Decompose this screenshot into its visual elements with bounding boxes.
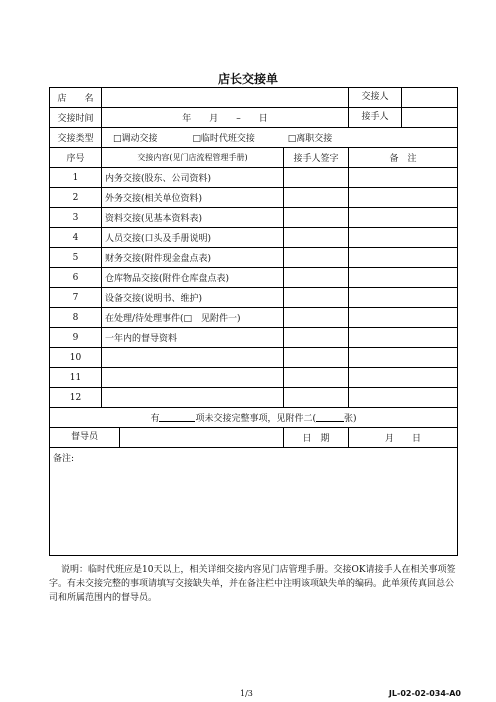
table-row (50, 288, 458, 308)
col-remark: 备 注 (349, 148, 458, 168)
row-remark-field[interactable] (349, 168, 458, 188)
handover-person-label: 交接人 (349, 88, 402, 107)
row-number: 12 (50, 388, 102, 408)
row-remark-field[interactable] (349, 208, 458, 228)
table-row (50, 188, 458, 208)
row-content: 内务交接(股东、公司资料) (102, 168, 284, 188)
supervisor-label: 督导员 (70, 432, 98, 442)
table-row (50, 348, 458, 368)
row-number: 10 (50, 348, 102, 368)
row-content: 外务交接(相关单位资料) (102, 188, 284, 208)
row-remark-field[interactable] (349, 288, 458, 308)
type-option-temporary[interactable]: □临时代班交接 (192, 134, 255, 144)
row-number: 3 (50, 208, 102, 228)
table-row (50, 208, 458, 228)
summary-middle: 项未交接完整事项，见附件二( (195, 414, 316, 424)
summary-row (50, 408, 458, 428)
table-row (50, 308, 458, 328)
handover-person-cell (349, 88, 458, 108)
row-number: 4 (50, 228, 102, 248)
store-label: 店 名 (50, 88, 102, 108)
row-signature-field[interactable] (284, 328, 349, 348)
row-remark-field[interactable] (349, 368, 458, 388)
table-row (50, 268, 458, 288)
table-row (50, 228, 458, 248)
remarks-field[interactable] (50, 448, 458, 556)
row-signature-field[interactable] (284, 388, 349, 408)
row-number: 1 (50, 168, 102, 188)
row-number: 2 (50, 188, 102, 208)
row-remark-field[interactable] (349, 268, 458, 288)
type-options (102, 128, 458, 148)
row-content: 一年内的督导资料 (102, 328, 284, 348)
row-signature-field[interactable] (284, 268, 349, 288)
row-content (102, 348, 284, 368)
date-label: 日 期 (284, 428, 349, 448)
item-rows (50, 168, 458, 408)
supervisor-row (50, 428, 458, 448)
type-option-transfer[interactable]: □调动交接 (113, 134, 158, 144)
row-signature-field[interactable] (284, 188, 349, 208)
row-content: 在处理/待处理事件(□ 见附件一) (102, 308, 284, 328)
date-field[interactable]: 月 日 (349, 428, 458, 448)
time-row (50, 108, 458, 128)
row-number: 11 (50, 368, 102, 388)
receiver-field[interactable] (402, 108, 457, 127)
row-signature-field[interactable] (284, 288, 349, 308)
col-no: 序号 (50, 148, 102, 168)
type-option-resign[interactable]: □离职交接 (287, 134, 333, 144)
supervisor-field[interactable] (119, 428, 283, 447)
row-remark-field[interactable] (349, 348, 458, 368)
summary-prefix: 有 (150, 414, 160, 424)
col-signature: 接手人签字 (284, 148, 349, 168)
table-row (50, 248, 458, 268)
missing-count-blank[interactable] (159, 413, 195, 422)
table-row (50, 368, 458, 388)
form-title: 店长交接单 (217, 72, 278, 86)
supervisor-cell (50, 428, 284, 448)
summary-suffix: 张) (344, 414, 357, 424)
row-number: 8 (50, 308, 102, 328)
col-content: 交接内容(见门店流程管理手册) (102, 148, 284, 168)
row-signature-field[interactable] (284, 348, 349, 368)
row-signature-field[interactable] (284, 228, 349, 248)
row-content: 人员交接(口头及手册说明) (102, 228, 284, 248)
row-content: 财务交接(附件现金盘点表) (102, 248, 284, 268)
row-remark-field[interactable] (349, 228, 458, 248)
row-signature-field[interactable] (284, 248, 349, 268)
row-content: 仓库物品交接(附件仓库盘点表) (102, 268, 284, 288)
row-remark-field[interactable] (349, 388, 458, 408)
row-remark-field[interactable] (349, 328, 458, 348)
handover-form-table (49, 87, 458, 556)
column-header-row (50, 148, 458, 168)
remarks-label: 备注: (53, 454, 75, 464)
row-signature-field[interactable] (284, 308, 349, 328)
type-row (50, 128, 458, 148)
row-content (102, 388, 284, 408)
store-row (50, 88, 458, 108)
table-row (50, 168, 458, 188)
instruction-note: 说明：临时代班应是10天以上，相关详细交接内容见门店管理手册。交接OK请接手人在相关事项签字。有未交接完整的事项请填写交接缺失单，并在备注栏中注明该项缺失单的编码。此单须传真回总公司和所属范围内的督导员。 (49, 565, 456, 603)
time-field[interactable]: 年 月 – 日 (102, 108, 349, 128)
row-number: 6 (50, 268, 102, 288)
document-code: JL-02-02-034-A0 (388, 689, 461, 698)
store-field[interactable] (102, 88, 349, 108)
row-content (102, 368, 284, 388)
row-signature-field[interactable] (284, 368, 349, 388)
row-remark-field[interactable] (349, 308, 458, 328)
row-content: 资料交接(见基本资料表) (102, 208, 284, 228)
receiver-label: 接手人 (349, 108, 402, 127)
summary-cell (50, 408, 458, 428)
time-label: 交接时间 (50, 108, 102, 128)
attachment-count-blank[interactable] (316, 413, 344, 422)
table-row (50, 388, 458, 408)
row-signature-field[interactable] (284, 208, 349, 228)
page-number: 1/3 (240, 689, 253, 698)
row-remark-field[interactable] (349, 248, 458, 268)
receiver-cell (349, 108, 458, 128)
table-row (50, 328, 458, 348)
row-number: 9 (50, 328, 102, 348)
row-content: 设备交接(说明书、维护) (102, 288, 284, 308)
row-remark-field[interactable] (349, 188, 458, 208)
row-signature-field[interactable] (284, 168, 349, 188)
remarks-row (50, 448, 458, 556)
handover-person-field[interactable] (402, 88, 457, 107)
type-label: 交接类型 (50, 128, 102, 148)
row-number: 5 (50, 248, 102, 268)
row-number: 7 (50, 288, 102, 308)
